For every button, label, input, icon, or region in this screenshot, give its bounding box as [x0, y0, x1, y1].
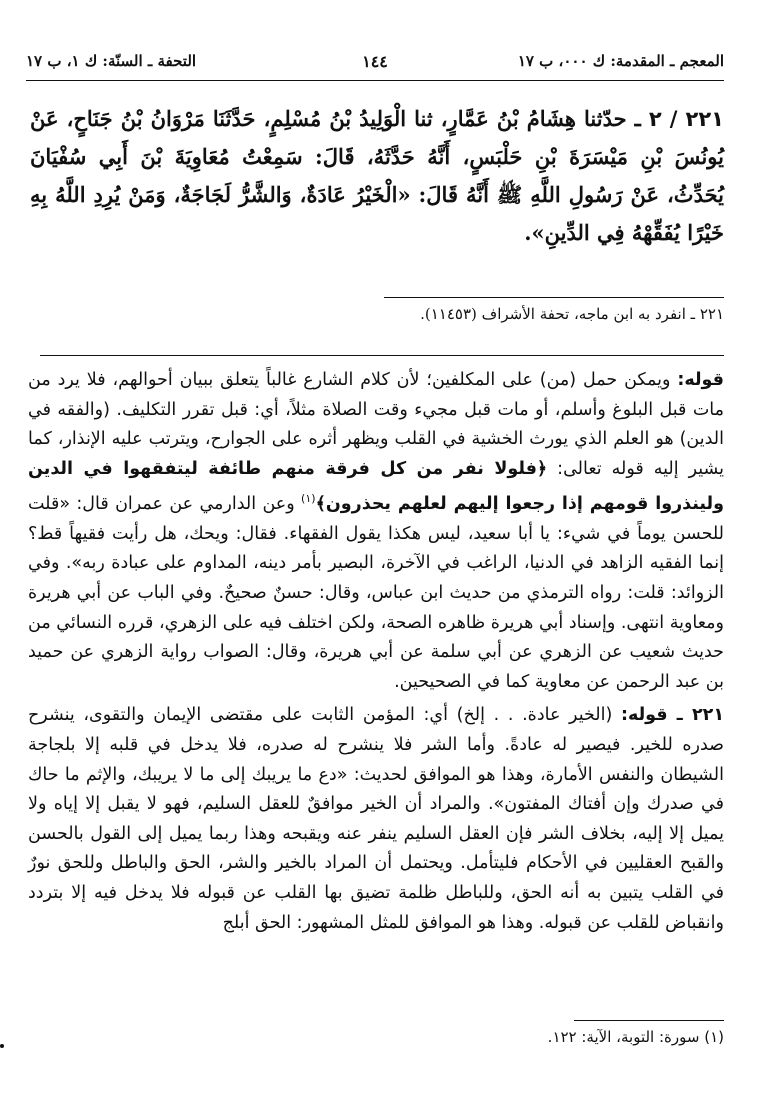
commentary-label: ٢٢١ ـ قوله: [620, 705, 724, 726]
commentary-label: قوله: [677, 370, 724, 390]
takhrij-note: ٢٢١ ـ انفرد به ابن ماجه، تحفة الأشراف (١١٤٥٣). [420, 305, 724, 323]
hadith-number: ٢٢١ / ٢ [648, 107, 724, 131]
header-right-reference: المعجم ـ المقدمة: ك ٠٠٠، ب ١٧ [517, 52, 724, 70]
hadith-text [30, 100, 724, 252]
takhrij-divider [384, 297, 724, 298]
footnote-divider [574, 1020, 724, 1021]
commentary-paragraph [28, 701, 724, 938]
commentary-paragraph [28, 366, 724, 697]
footnote: (١) سورة: التوبة، الآية: ١٢٢. [547, 1028, 724, 1046]
footnote-marker: (١) [301, 492, 316, 506]
running-header [26, 52, 724, 81]
commentary [28, 366, 724, 938]
margin-dot [0, 1044, 4, 1048]
header-left-reference: التحفة ـ السنّة: ك ١، ب ١٧ [26, 52, 197, 70]
commentary-divider [40, 355, 724, 356]
page-number: ١٤٤ [362, 52, 388, 71]
commentary-text: (الخير عادة. . . إلخ) أي: المؤمن الثابت على مقتضى الإيمان والتقوى، ينشرح صدره للخير. فيصير له عادةً. وأما الشر فلا ينشرح له صدره، فلا يدخل في قلبه إلا بلجاجة الشيطان والنفس الأمارة، وهذا هو الموافق لحديث: «دع ما يريبك إلى ما لا يريبك، والإثم ما حاك في صدرك وإن أفتاك المفتون». والمراد أن الخير موافقٌ للعقل السليم، فهو لا يقبل إلا إياه ولا يميل إلا إليه، بخلاف الشر فإن العقل السليم ينفر عنه ويقبحه وهذا ربما يميل إلى القول بالحسن والقبح العقليين في الأحكام فليتأمل. ويحتمل أن المراد بالخير والشر، الحق والباطل وللحق نورٌ في القلب يتبين به أنه الحق، وللباطل ظلمة تضيق بها القلب عن قبوله فلا يدخل فيه إلا بتردد وانقباض للقلب عن قبوله. وهذا هو الموافق للمثل المشهور: الحق أبلج [28, 705, 724, 933]
hadith-body: ـ حدّثنا هِشَامُ بْنُ عَمَّارٍ، ثنا الْوَلِيدُ بْنُ مُسْلِمٍ، حَدَّثَنَا مَرْوَانُ بْنُ جَنَاحٍ، عَنْ يُونُسَ بْنِ مَيْسَرَةَ بْنِ حَلْبَسٍ، أَنَّهُ حَدَّثَهُ، قَالَ: سَمِعْتُ مُعَاوِيَةَ بْنَ أَبِي سُفْيَانَ يُحَدِّثُ، عَنْ رَسُولِ اللَّهِ ﷺ أَنَّهُ قَالَ: «الْخَيْرُ عَادَةٌ، وَالشَّرُّ لَجَاجَةٌ، وَمَنْ يُرِدِ اللَّهُ بِهِ خَيْرًا يُفَقِّهْهُ فِي الدِّينِ». [30, 106, 724, 245]
commentary-text: وعن الدارمي عن عمران قال: «قلت للحسن يوماً في شيء: يا أبا سعيد، ليس هكذا يقول الفقهاء. فقال: ويحك، هل رأيت فقيهاً قط؟ إنما الفقيه الزاهد في الدنيا، الراغب في الآخرة، البصير بأمر دينه، المداوم على عبادة ربه». وفي الزوائد: قلت: رواه الترمذي من حديث ابن عباس، وقال: حسنٌ صحيحٌ. وفي الباب عن أبي هريرة ومعاوية انتهى. وإسناد أبي هريرة ظاهره الصحة، ولكن اختلف فيه على الزهري، قرره النسائي من حديث شعيب عن الزهري عن أبي سلمة عن أبي هريرة، وقال: الصواب رواية الزهري عن حميد بن عبد الرحمن عن معاوية كما في الصحيحين. [28, 494, 724, 692]
commentary-text: ويمكن حمل (من) على المكلفين؛ لأن كلام الشارع غالباً يتعلق ببيان أحوالهم، فلا يرد من مات قبل البلوغ وأسلم، أو مات قبل مجيء وقت الصلاة مثلاً، أي: قبل تقرر التكليف. (والفقه في الدين) هو العلم الذي يورث الخشية في القلب ويظهر أثره على الجوارح، ويترتب عليه الإنذار، كما يشير إليه قوله تعالى: [28, 370, 724, 479]
quran-verse: ﴿فلولا نفر من كل فرقة منهم طائفة ليتفقهوا في الدين ولينذروا قومهم إذا رجعوا إليهم لعلهم يحذرون﴾ [28, 458, 725, 515]
